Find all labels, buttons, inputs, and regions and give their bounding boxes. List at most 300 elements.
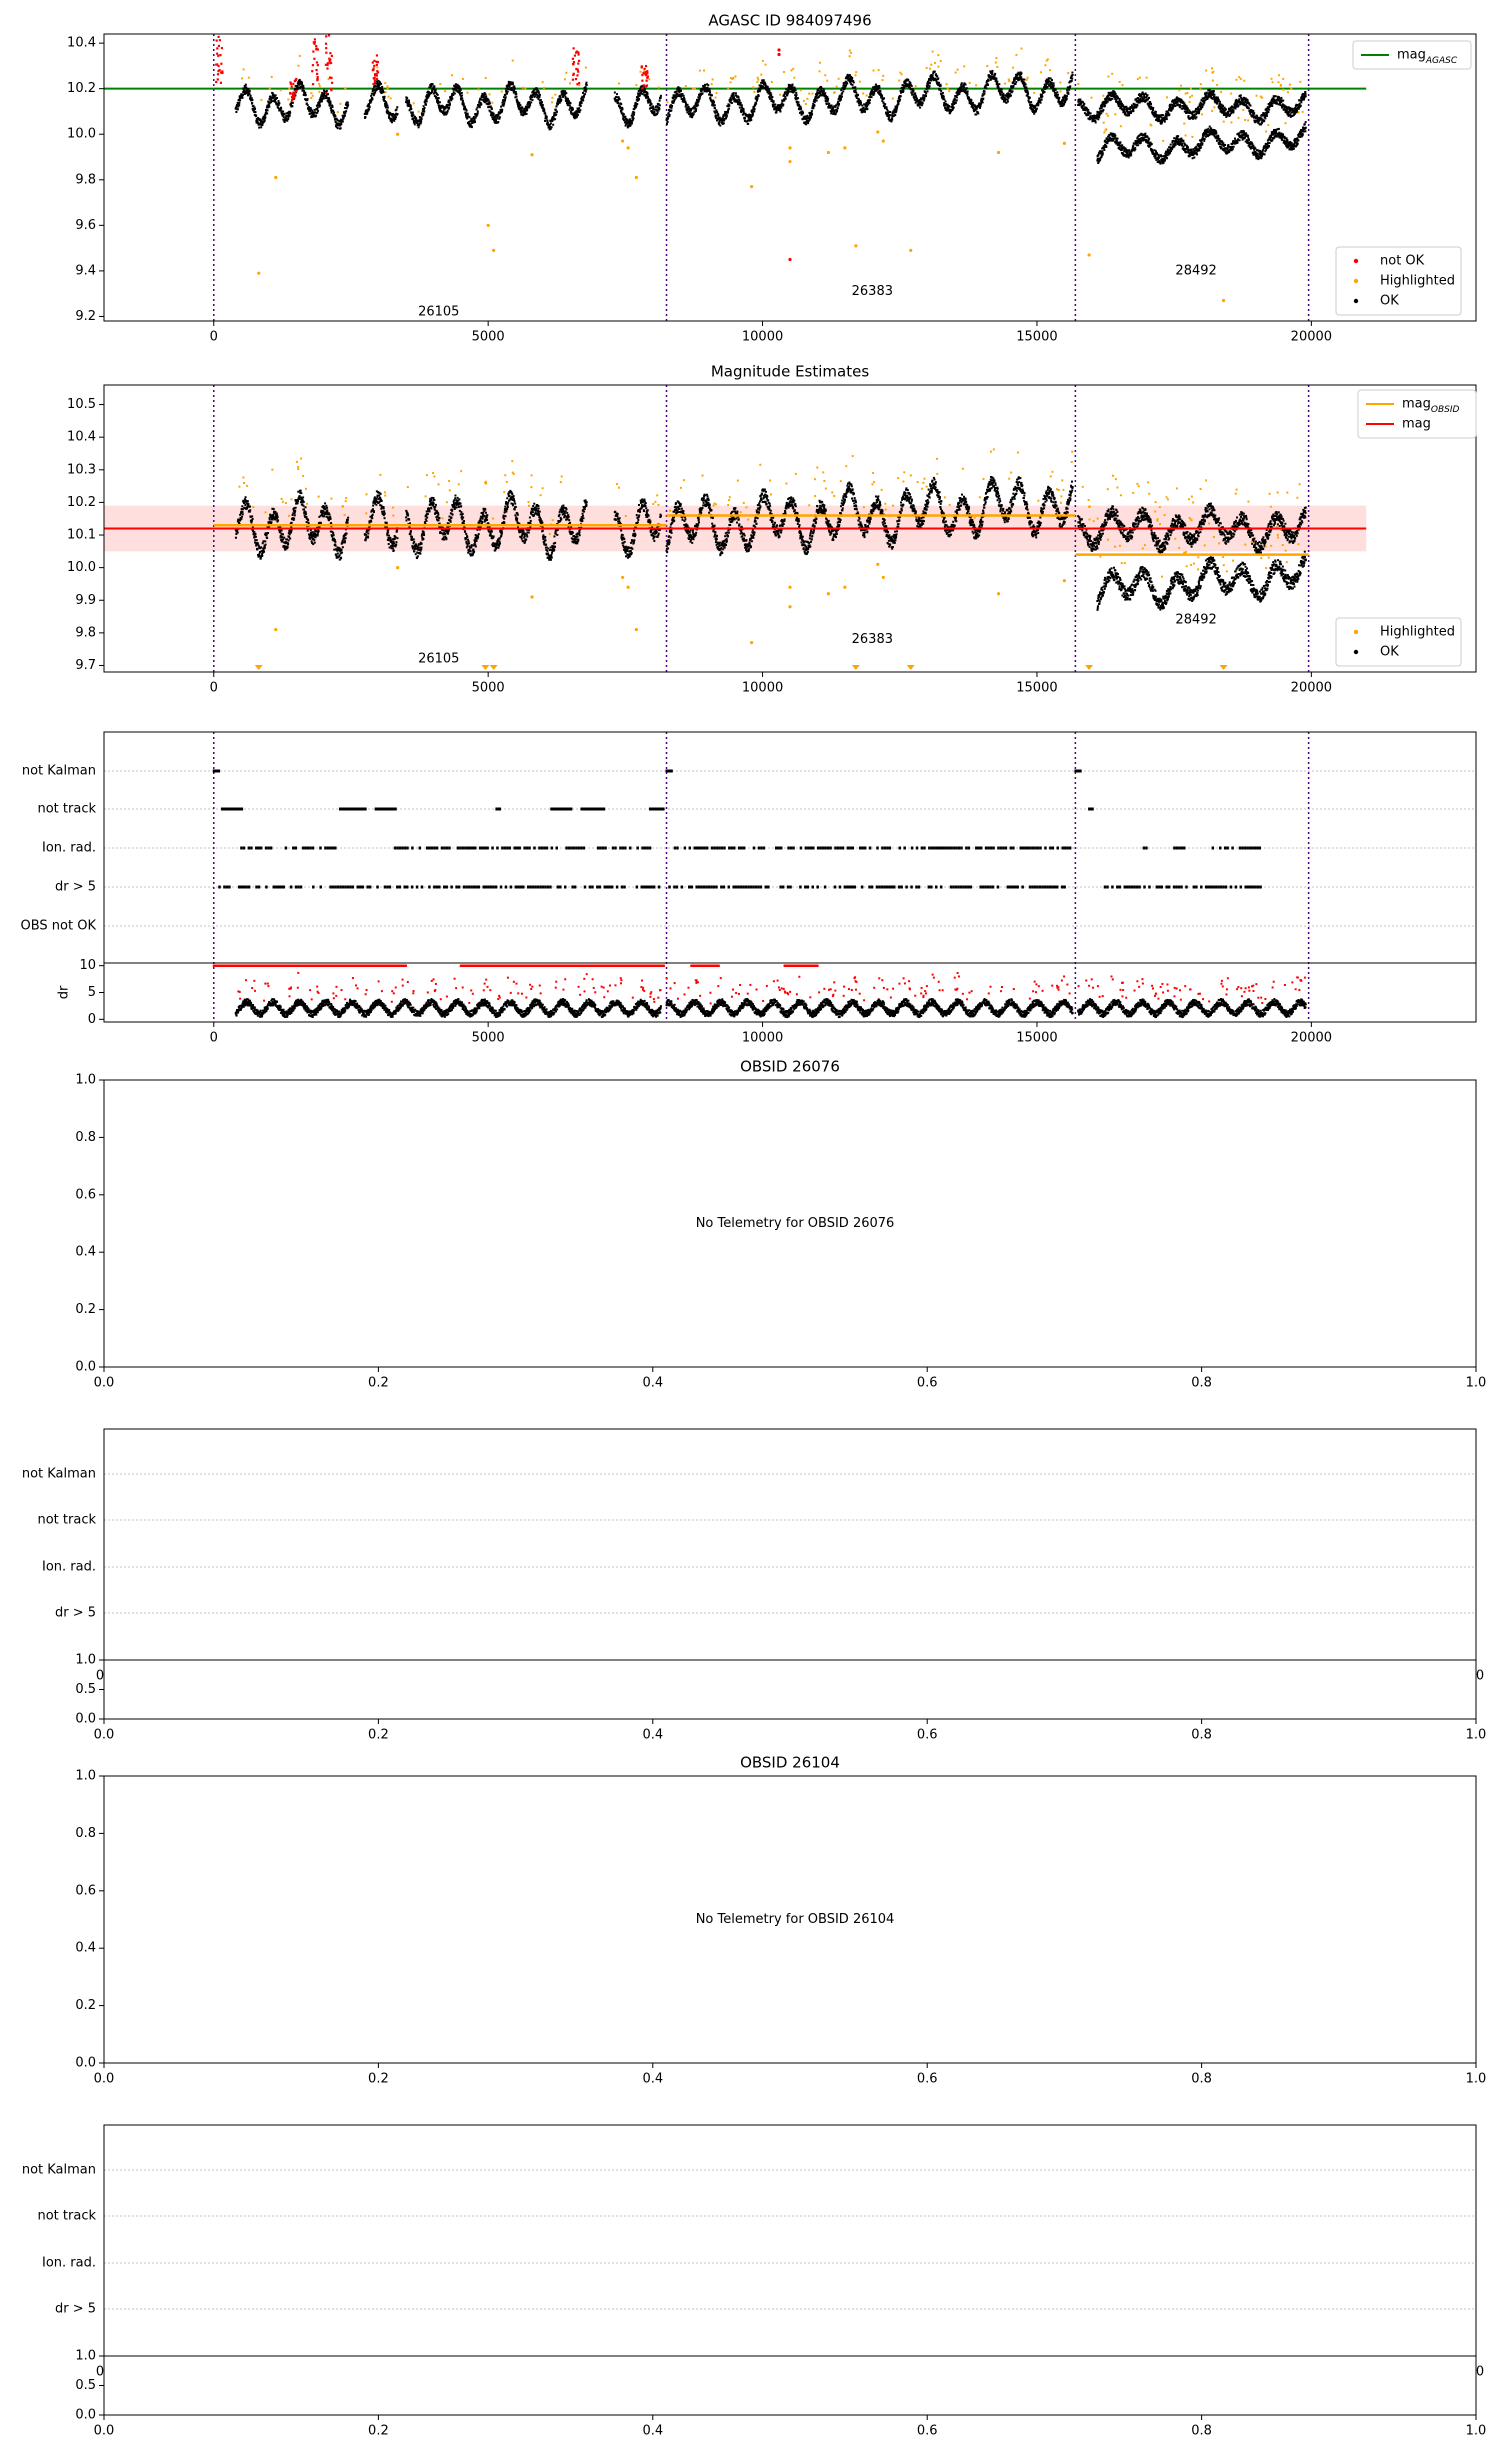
ok-point xyxy=(1011,90,1013,92)
ok-point xyxy=(572,108,574,110)
ok-point xyxy=(719,117,721,119)
ok-point xyxy=(693,113,695,115)
ok-point xyxy=(333,112,335,114)
ok-point xyxy=(1256,115,1258,117)
ok-point xyxy=(278,100,280,102)
highlighted-point xyxy=(995,62,997,64)
ok-point xyxy=(1115,93,1117,95)
ok-point xyxy=(1201,106,1203,108)
ok-point xyxy=(711,94,713,96)
ok-point xyxy=(247,88,249,90)
highlighted-point xyxy=(934,62,936,64)
highlighted-point xyxy=(699,70,701,72)
ok-point xyxy=(1056,91,1058,93)
ok-point xyxy=(1069,85,1071,87)
highlighted-point xyxy=(339,103,341,105)
highlighted-point xyxy=(271,76,273,78)
ok-point xyxy=(740,102,742,104)
ok-point xyxy=(586,82,588,84)
highlighted-point xyxy=(297,65,299,67)
ok-point xyxy=(878,87,880,89)
ok-point xyxy=(996,80,998,82)
ok-point xyxy=(340,127,342,129)
ok-point xyxy=(1299,103,1301,105)
ok-point xyxy=(753,110,755,112)
ok-point xyxy=(580,105,582,107)
ok-point xyxy=(726,105,728,107)
ok-point xyxy=(853,81,855,83)
ok-point xyxy=(894,114,896,116)
highlighted-point xyxy=(1026,79,1028,81)
ok-point xyxy=(633,112,635,114)
ok-point xyxy=(994,73,996,75)
ok-point xyxy=(345,110,347,112)
highlighted-point xyxy=(963,65,965,67)
ok-point xyxy=(923,97,925,99)
ok-point xyxy=(743,110,745,112)
ok-point xyxy=(579,109,581,111)
ok-point xyxy=(245,84,247,86)
ok-point xyxy=(970,99,972,101)
ok-point xyxy=(966,87,968,89)
ok-point xyxy=(682,93,684,95)
highlighted-point xyxy=(1044,64,1046,66)
highlighted-point xyxy=(418,111,420,113)
highlighted-point xyxy=(1212,80,1214,82)
ok-point xyxy=(660,97,662,99)
ok-point xyxy=(723,122,725,124)
highlighted-point xyxy=(753,91,755,93)
ok-point xyxy=(1055,89,1057,91)
ok-point xyxy=(879,90,881,92)
highlighted-point xyxy=(1008,80,1010,82)
ok-point xyxy=(1268,109,1270,111)
ok-point xyxy=(1130,154,1132,156)
highlighted-point xyxy=(1120,125,1122,127)
ok-point xyxy=(768,88,770,90)
ok-point xyxy=(671,107,673,109)
ok-point xyxy=(616,93,618,95)
ok-point xyxy=(332,106,334,108)
ok-point xyxy=(750,119,752,121)
ok-point xyxy=(911,85,913,87)
ok-point xyxy=(982,98,984,100)
highlighted-point xyxy=(1238,76,1240,78)
highlighted-point xyxy=(243,68,245,70)
ok-point xyxy=(795,89,797,91)
ok-point xyxy=(922,102,924,104)
ok-point xyxy=(560,97,562,99)
highlighted-point xyxy=(937,54,939,56)
ok-point xyxy=(1118,105,1120,107)
ok-point xyxy=(462,100,464,102)
ok-point xyxy=(1232,111,1234,113)
ok-point xyxy=(1136,104,1138,106)
ok-point xyxy=(889,111,891,113)
ok-point xyxy=(564,90,566,92)
ok-point xyxy=(1067,93,1069,95)
ok-point xyxy=(857,94,859,96)
ok-point xyxy=(1030,101,1032,103)
ok-point xyxy=(806,118,808,120)
ok-point xyxy=(1041,99,1043,101)
ok-point xyxy=(539,96,541,98)
highlighted-point xyxy=(554,94,556,96)
ok-point xyxy=(516,99,518,101)
highlighted-point xyxy=(1020,47,1022,49)
ok-point xyxy=(314,109,316,111)
ok-point xyxy=(499,116,501,118)
ok-point xyxy=(438,105,440,107)
ok-point xyxy=(238,102,240,104)
ok-point xyxy=(1053,82,1055,84)
ok-point xyxy=(1053,85,1055,87)
ok-point xyxy=(460,89,462,91)
ok-point xyxy=(1225,108,1227,110)
ok-point xyxy=(344,112,346,114)
ok-point xyxy=(1066,98,1068,100)
highlighted-point xyxy=(551,101,553,103)
ok-point xyxy=(891,120,893,122)
ok-point xyxy=(885,106,887,108)
highlighted-point xyxy=(882,79,884,81)
ok-point xyxy=(1280,97,1282,99)
ok-point xyxy=(1058,97,1060,99)
ok-point xyxy=(896,107,898,109)
ok-point xyxy=(632,117,634,119)
ok-point xyxy=(412,112,414,114)
ok-point xyxy=(526,108,528,110)
ok-point xyxy=(866,108,868,110)
highlighted-point xyxy=(1033,92,1035,94)
ok-point xyxy=(459,91,461,93)
ok-point xyxy=(242,97,244,99)
highlighted-point xyxy=(986,65,988,67)
ok-point xyxy=(1187,108,1189,110)
ok-point xyxy=(421,118,423,120)
ok-point xyxy=(1252,110,1254,112)
ok-point xyxy=(1267,111,1269,113)
ok-point xyxy=(425,103,427,105)
ok-point xyxy=(647,96,649,98)
ok-point xyxy=(754,108,756,110)
ok-point xyxy=(1025,83,1027,85)
highlighted-point xyxy=(757,79,759,81)
ok-point xyxy=(541,101,543,103)
highlighted-point xyxy=(803,100,805,102)
ok-point xyxy=(529,104,531,106)
ok-point xyxy=(1148,97,1150,99)
ok-point xyxy=(983,93,985,95)
ok-point xyxy=(395,116,397,118)
ok-point xyxy=(719,125,721,127)
ok-point xyxy=(463,103,465,105)
ok-point xyxy=(841,96,843,98)
ok-point xyxy=(1033,113,1035,115)
highlighted-point xyxy=(882,75,884,77)
highlighted-point xyxy=(1106,113,1108,115)
ok-point xyxy=(1264,117,1266,119)
ok-point xyxy=(995,78,997,80)
ok-point xyxy=(1101,105,1103,107)
ok-point xyxy=(1128,149,1130,151)
highlighted-point xyxy=(1114,113,1116,115)
ok-point xyxy=(925,95,927,97)
highlighted-point xyxy=(478,88,480,90)
ok-point xyxy=(771,96,773,98)
highlighted-point xyxy=(1185,93,1187,95)
ok-point xyxy=(684,98,686,100)
ok-point xyxy=(552,124,554,126)
ok-point xyxy=(250,95,252,97)
ok-point xyxy=(706,91,708,93)
ok-point xyxy=(763,79,765,81)
ok-point xyxy=(733,92,735,94)
ok-point xyxy=(1100,112,1102,114)
ok-point xyxy=(1253,114,1255,116)
ok-point xyxy=(823,88,825,90)
ok-point xyxy=(459,86,461,88)
ok-point xyxy=(1020,72,1022,74)
ok-point xyxy=(864,111,866,113)
highlighted-point xyxy=(692,88,694,90)
ok-point xyxy=(309,113,311,115)
ok-point xyxy=(1001,88,1003,90)
ok-point xyxy=(1300,105,1302,107)
ok-point xyxy=(828,103,830,105)
ok-point xyxy=(798,104,800,106)
ok-point xyxy=(406,97,408,99)
ok-point xyxy=(948,105,950,107)
ok-point xyxy=(1036,108,1038,110)
highlighted-point xyxy=(1243,80,1245,82)
highlighted-point xyxy=(287,99,289,101)
ok-point xyxy=(1179,104,1181,106)
highlighted-point xyxy=(387,96,389,98)
ok-point xyxy=(1040,102,1042,104)
ok-point xyxy=(707,84,709,86)
ok-point xyxy=(1162,114,1164,116)
highlighted-point xyxy=(1178,89,1180,91)
highlighted-point xyxy=(826,80,828,82)
highlighted-point xyxy=(1199,88,1201,90)
ok-point xyxy=(1037,104,1039,106)
ok-point xyxy=(855,92,857,94)
ok-point xyxy=(1271,105,1273,107)
ok-point xyxy=(1071,72,1073,74)
ok-point xyxy=(1248,107,1250,109)
highlighted-point xyxy=(849,55,851,57)
highlighted-point xyxy=(783,71,785,73)
ok-point xyxy=(542,104,544,106)
ok-point xyxy=(258,127,260,129)
ok-point xyxy=(1164,121,1166,123)
ok-point xyxy=(347,102,349,104)
ok-point xyxy=(276,97,278,99)
ok-point xyxy=(251,99,253,101)
ok-point xyxy=(849,74,851,76)
ok-point xyxy=(306,98,308,100)
ok-point xyxy=(1121,149,1123,151)
ok-point xyxy=(938,82,940,84)
ok-point xyxy=(940,85,942,87)
ok-point xyxy=(278,102,280,104)
ok-point xyxy=(702,92,704,94)
ok-point xyxy=(528,101,530,103)
highlighted-point xyxy=(938,66,940,68)
ok-point xyxy=(489,102,491,104)
ok-point xyxy=(396,108,398,110)
ok-point xyxy=(1213,90,1215,92)
ok-point xyxy=(485,95,487,97)
highlighted-point xyxy=(779,94,781,96)
ok-point xyxy=(477,112,479,114)
ok-point xyxy=(831,105,833,107)
ok-point xyxy=(638,98,640,100)
ok-point xyxy=(1238,98,1240,100)
ok-point xyxy=(1150,103,1152,105)
ok-point xyxy=(1219,101,1221,103)
ok-point xyxy=(1272,102,1274,104)
ok-point xyxy=(647,93,649,95)
ok-point xyxy=(480,99,482,101)
ok-point xyxy=(854,86,856,88)
ok-point xyxy=(461,92,463,94)
ok-point xyxy=(1023,79,1025,81)
ok-point xyxy=(984,91,986,93)
ok-point xyxy=(1099,159,1101,161)
ok-point xyxy=(1132,145,1134,147)
ok-point xyxy=(633,114,635,116)
ok-point xyxy=(1240,94,1242,96)
ok-point xyxy=(928,87,930,89)
ok-point xyxy=(251,102,253,104)
ok-point xyxy=(773,100,775,102)
ok-point xyxy=(956,96,958,98)
ok-point xyxy=(1166,116,1168,118)
ok-point xyxy=(654,111,656,113)
highlighted-point xyxy=(1289,84,1291,86)
ok-point xyxy=(370,95,372,97)
ok-point xyxy=(636,103,638,105)
highlighted-point xyxy=(800,89,802,91)
ok-point xyxy=(271,100,273,102)
ok-point xyxy=(264,120,266,122)
ok-point xyxy=(922,94,924,96)
ok-point xyxy=(305,94,307,96)
ok-point xyxy=(278,104,280,106)
highlighted-point xyxy=(915,85,917,87)
highlighted-point xyxy=(1240,78,1242,80)
ok-point xyxy=(1131,104,1133,106)
ok-point xyxy=(1266,115,1268,117)
ok-point xyxy=(623,113,625,115)
ok-point xyxy=(284,121,286,123)
ok-point xyxy=(902,90,904,92)
ok-point xyxy=(958,93,960,95)
ok-point xyxy=(249,90,251,92)
ok-point xyxy=(519,104,521,106)
ok-point xyxy=(384,96,386,98)
ok-point xyxy=(728,108,730,110)
ok-point xyxy=(449,103,451,105)
highlighted-point xyxy=(1278,74,1280,76)
ok-point xyxy=(444,107,446,109)
ok-point xyxy=(368,108,370,110)
ok-point xyxy=(515,91,517,93)
highlighted-point xyxy=(1015,54,1017,56)
ok-point xyxy=(387,107,389,109)
highlighted-point xyxy=(569,82,571,84)
ok-point xyxy=(985,87,987,89)
ok-point xyxy=(929,85,931,87)
ok-point xyxy=(755,103,757,105)
ok-point xyxy=(1123,150,1125,152)
ok-point xyxy=(1121,144,1123,146)
ok-point xyxy=(567,98,569,100)
ok-point xyxy=(869,99,871,101)
ok-point xyxy=(743,108,745,110)
ok-point xyxy=(786,94,788,96)
highlighted-point xyxy=(462,78,464,80)
ok-point xyxy=(292,102,294,104)
ok-point xyxy=(1206,92,1208,94)
ok-point xyxy=(495,120,497,122)
ok-point xyxy=(717,114,719,116)
ok-point xyxy=(538,92,540,94)
ok-point xyxy=(846,83,848,85)
ok-point xyxy=(869,96,871,98)
ok-point xyxy=(1209,89,1211,91)
ok-point xyxy=(1097,118,1099,120)
ok-point xyxy=(1072,74,1074,76)
ok-point xyxy=(554,118,556,120)
ok-point xyxy=(242,94,244,96)
ok-point xyxy=(582,92,584,94)
highlighted-point xyxy=(947,87,949,89)
ok-point xyxy=(585,89,587,91)
ok-point xyxy=(943,98,945,100)
ok-point xyxy=(956,99,958,101)
ok-point xyxy=(805,123,807,125)
ok-point xyxy=(670,109,672,111)
ok-point xyxy=(371,98,373,100)
ok-point xyxy=(1186,110,1188,112)
ok-point xyxy=(410,105,412,107)
ok-point xyxy=(1087,109,1089,111)
ok-point xyxy=(291,105,293,107)
ok-point xyxy=(420,121,422,123)
highlighted-point xyxy=(1008,78,1010,80)
ok-point xyxy=(556,111,558,113)
ok-point xyxy=(334,115,336,117)
ok-point xyxy=(1003,95,1005,97)
ok-point xyxy=(851,77,853,79)
ok-point xyxy=(307,104,309,106)
ok-point xyxy=(423,105,425,107)
ok-point xyxy=(1183,102,1185,104)
ok-point xyxy=(1051,79,1053,81)
ok-point xyxy=(987,80,989,82)
ok-point xyxy=(945,101,947,103)
ok-point xyxy=(690,110,692,112)
ok-point xyxy=(426,100,428,102)
ok-point xyxy=(659,104,661,106)
ok-point xyxy=(967,90,969,92)
highlighted-point xyxy=(892,98,894,100)
ok-point xyxy=(675,96,677,98)
ok-point xyxy=(514,87,516,89)
